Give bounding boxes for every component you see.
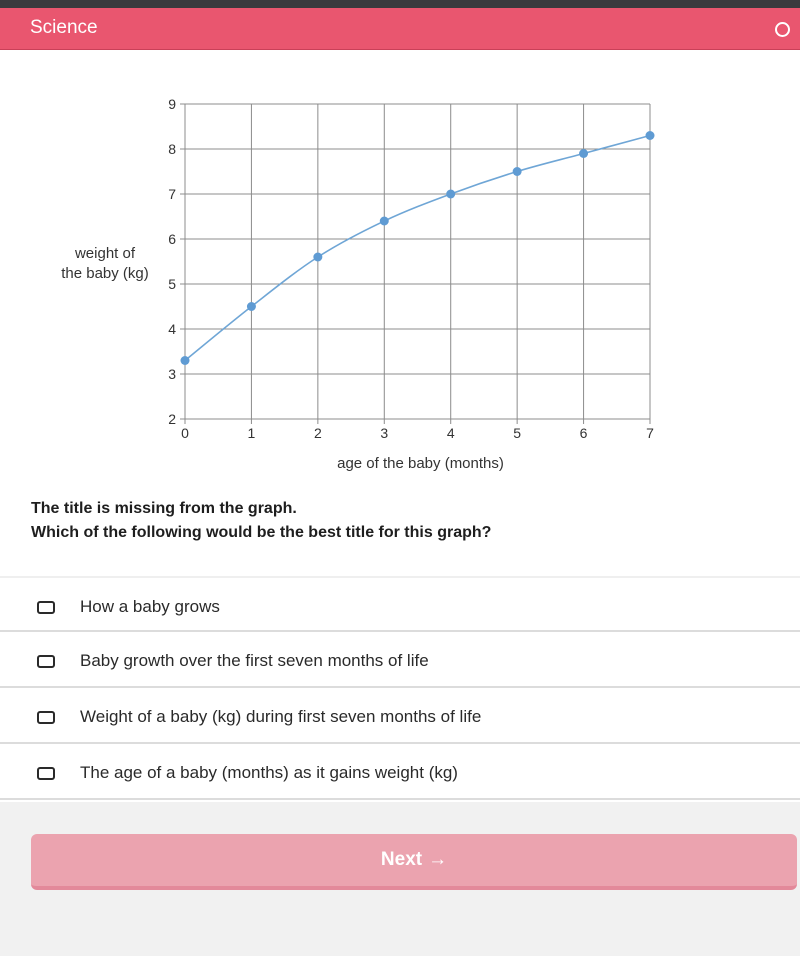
data-point <box>313 253 322 262</box>
y-tick-label: 7 <box>168 186 176 202</box>
y-tick-label: 5 <box>168 276 176 292</box>
circle-icon[interactable] <box>775 22 790 37</box>
y-tick-label: 8 <box>168 141 176 157</box>
answer-option-1[interactable] <box>0 576 800 632</box>
checkbox-icon[interactable] <box>37 601 55 614</box>
data-point <box>181 356 190 365</box>
x-tick-label: 4 <box>446 425 455 441</box>
data-point <box>513 167 522 176</box>
x-tick-label: 6 <box>579 425 588 441</box>
checkbox-icon[interactable] <box>37 767 55 780</box>
y-tick-label: 4 <box>168 321 176 337</box>
data-point <box>579 149 588 158</box>
question-text <box>31 497 491 545</box>
app-header <box>0 8 800 50</box>
question-line-1: The title is missing from the graph. <box>31 500 297 517</box>
x-tick-label: 0 <box>181 425 189 441</box>
y-tick-label: 2 <box>168 411 176 427</box>
data-point <box>446 190 455 199</box>
answer-option-4[interactable] <box>0 744 800 800</box>
top-system-bar <box>0 0 800 8</box>
answer-option-label: Weight of a baby (kg) during first seven months of life <box>80 707 482 726</box>
data-point <box>380 217 389 226</box>
x-axis-label: age of the baby (months) <box>337 455 504 472</box>
answer-options <box>0 576 800 800</box>
series-line <box>185 136 650 361</box>
y-axis-label: the baby (kg) <box>61 265 149 282</box>
data-point <box>646 131 655 140</box>
right-arrow-icon: → <box>428 849 448 870</box>
question-line-2: Which of the following would be the best title for this graph? <box>31 524 492 541</box>
y-tick-label: 6 <box>168 231 176 247</box>
x-tick-label: 3 <box>380 425 389 441</box>
footer-bar <box>0 802 800 956</box>
y-tick-label: 3 <box>168 366 176 382</box>
x-tick-label: 7 <box>646 425 654 441</box>
x-tick-label: 2 <box>313 425 322 441</box>
next-button[interactable] <box>31 834 797 890</box>
answer-option-label: The age of a baby (months) as it gains weight (kg) <box>80 763 458 782</box>
x-tick-label: 1 <box>247 425 256 441</box>
answer-option-label: How a baby grows <box>80 597 220 616</box>
answer-option-2[interactable] <box>0 632 800 688</box>
weight-age-chart <box>0 60 800 480</box>
answer-option-label: Baby growth over the first seven months of life <box>80 651 429 670</box>
data-point <box>247 302 256 311</box>
y-tick-label: 9 <box>168 96 176 112</box>
y-axis-label: weight of <box>74 245 136 262</box>
subject-title: Science <box>30 17 98 38</box>
checkbox-icon[interactable] <box>37 711 55 724</box>
next-button-label: Next <box>380 849 423 870</box>
x-tick-label: 5 <box>513 425 522 441</box>
checkbox-icon[interactable] <box>37 655 55 668</box>
answer-option-3[interactable] <box>0 688 800 744</box>
